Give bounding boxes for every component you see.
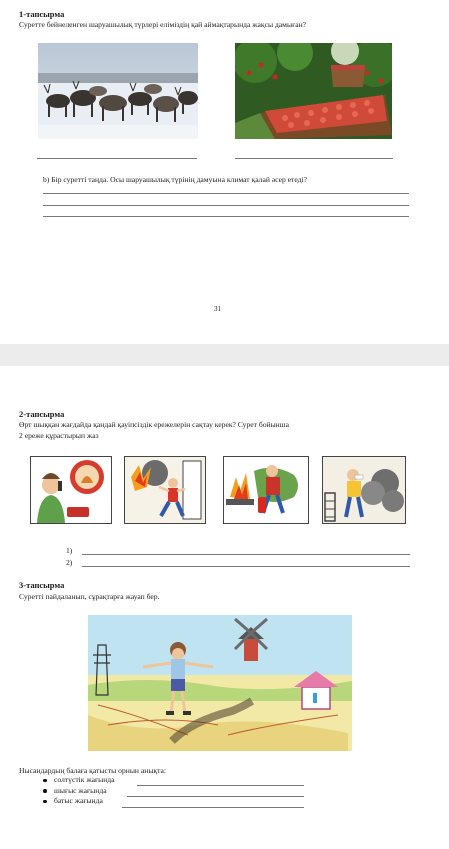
answer-line[interactable] [122,807,304,808]
answer-line[interactable] [127,796,304,797]
answer-label-1: 1) [66,546,73,555]
task3-text: Суретті пайдаланып, сұрақтарға жауап бер. [19,592,160,601]
answer-line[interactable] [43,193,409,194]
answer-line[interactable] [43,205,409,206]
answer-line[interactable] [82,566,410,567]
answer-line[interactable] [43,216,409,217]
smoke-cover-face-icon [322,456,406,524]
answer-line[interactable] [37,158,197,159]
answer-label-2: 2) [66,558,73,567]
task3-title: 3-тапсырма [19,580,65,590]
part-b-question: b) Бір суретті таңда. Осы шаруашылық түрінің дамуына климат қалай әсер етеді? [43,175,307,184]
task1-question: Суретте бейнеленген шаруашылық түрлері еліміздің қай аймақтарында жақсы дамыған? [19,20,307,29]
directions-list [40,775,115,807]
list-item: батыс жағында [40,796,115,807]
page-31 [0,0,449,344]
reindeer-herd-photo [38,43,198,139]
boy-directions-windmill-well-scene [88,615,352,751]
task2-line2: 2 ереже құрастырып жаз [19,431,99,440]
list-item: солтүстік жағында [40,775,115,786]
page-32 [0,366,449,849]
page-number: 31 [214,305,221,313]
task1-title: 1-тапсырма [19,9,65,19]
list-item: шығыс жағында [40,786,115,797]
escape-fire-room-icon [124,456,206,524]
directions-intro: Нысандардың балаға қатысты орнын анықта: [19,766,166,775]
answer-line[interactable] [82,554,410,555]
page-separator [0,344,449,366]
phone-call-fire-icon [30,456,112,524]
answer-line[interactable] [235,158,393,159]
task2-line1: Өрт шыққан жағдайда қандай қауіпсіздік ережелерін сақтау керек? Сурет бойынша [19,420,289,429]
answer-line[interactable] [137,785,304,786]
apple-orchard-photo [235,43,392,139]
task2-title: 2-тапсырма [19,409,65,419]
fire-extinguisher-icon [223,456,309,524]
